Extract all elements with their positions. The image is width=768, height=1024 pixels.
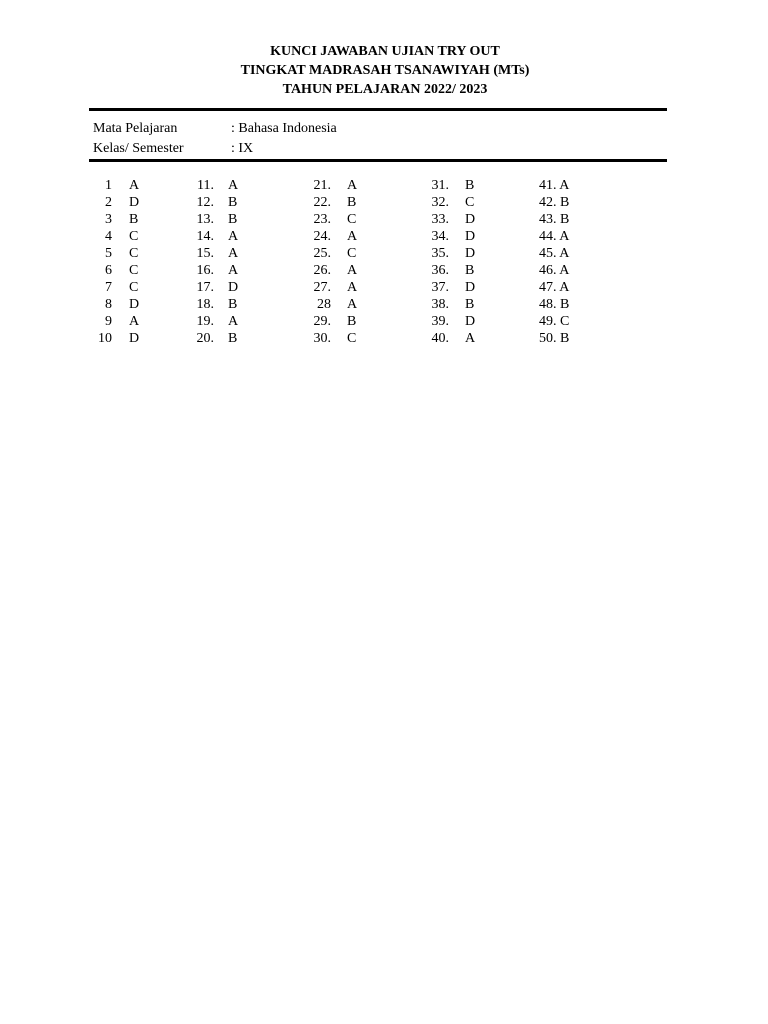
answer-letter: C (465, 195, 475, 210)
answer-entry: 41. A (539, 178, 570, 193)
answer-letter: A (228, 246, 239, 261)
answer-letter: C (347, 212, 357, 227)
answer-entry: 48. B (539, 297, 570, 312)
question-number: 38. (431, 297, 449, 312)
question-number: 11. (197, 178, 214, 193)
answer-letter: A (228, 178, 239, 193)
subject-row (93, 120, 337, 138)
answer-letter: B (347, 314, 357, 329)
question-number: 29. (313, 314, 331, 329)
document-title (0, 42, 768, 99)
answer-letter: A (228, 314, 239, 329)
answer-letter: D (129, 331, 140, 346)
question-number: 21. (313, 178, 331, 193)
answer-letter: A (347, 280, 358, 295)
question-number: 13. (196, 212, 214, 227)
answer-letter: A (228, 229, 239, 244)
answer-entry: 49. C (539, 314, 570, 329)
question-number: 19. (196, 314, 214, 329)
answer-entry: 50. B (539, 331, 570, 346)
title-line-1: KUNCI JAWABAN UJIAN TRY OUT (270, 44, 500, 59)
answer-letter: C (347, 246, 357, 261)
title-line-2: TINGKAT MADRASAH TSANAWIYAH (MTs) (240, 63, 530, 78)
answer-letter: A (228, 263, 239, 278)
answer-letter: D (129, 195, 140, 210)
question-number: 9 (105, 314, 112, 329)
answer-letter: B (347, 195, 357, 210)
question-number: 34. (431, 229, 449, 244)
answer-letter: C (129, 280, 139, 295)
title-line-3: TAHUN PELAJARAN 2022/ 2023 (282, 82, 488, 97)
question-number: 16. (196, 263, 214, 278)
answer-letter: A (465, 331, 476, 346)
question-number: 20. (196, 331, 214, 346)
answer-letter: A (347, 229, 358, 244)
question-number: 4 (105, 229, 112, 244)
answer-letter: D (465, 229, 476, 244)
question-number: 6 (105, 263, 112, 278)
question-number: 18. (196, 297, 214, 312)
question-number: 25. (313, 246, 331, 261)
answer-letter: B (465, 263, 475, 278)
question-number: 33. (431, 212, 449, 227)
question-number: 2 (105, 195, 112, 210)
answer-letter: D (228, 280, 239, 295)
answer-letter: B (465, 178, 475, 193)
answer-letter: B (228, 297, 238, 312)
answer-letter: C (347, 331, 357, 346)
answer-letter: A (347, 178, 358, 193)
question-number: 27. (313, 280, 331, 295)
subject-label: Mata Pelajaran (93, 121, 178, 136)
question-number: 36. (431, 263, 449, 278)
answer-letter: C (129, 246, 139, 261)
answer-letter: B (228, 331, 238, 346)
answer-letter: C (129, 229, 139, 244)
answer-letter: B (228, 212, 238, 227)
question-number: 24. (313, 229, 331, 244)
answer-letter: A (347, 297, 358, 312)
question-number: 3 (105, 212, 112, 227)
question-number: 17. (196, 280, 214, 295)
class-row (93, 140, 253, 158)
answer-letter: B (228, 195, 238, 210)
answer-letter: D (129, 297, 140, 312)
answer-letter: C (129, 263, 139, 278)
class-value: : IX (231, 141, 254, 156)
question-number: 10 (98, 331, 112, 346)
answer-grid (0, 177, 768, 349)
question-number: 39. (431, 314, 449, 329)
class-label: Kelas/ Semester (93, 141, 184, 156)
answer-letter: A (347, 263, 358, 278)
answer-entry: 46. A (539, 263, 570, 278)
question-number: 5 (105, 246, 112, 261)
question-number: 32. (431, 195, 449, 210)
question-number: 15. (196, 246, 214, 261)
answer-entry: 47. A (539, 280, 570, 295)
question-number: 26. (313, 263, 331, 278)
answer-entry: 43. B (539, 212, 570, 227)
question-number: 8 (105, 297, 112, 312)
answer-letter: B (129, 212, 139, 227)
question-number: 31. (431, 178, 449, 193)
top-divider (89, 108, 667, 111)
question-number: 14. (196, 229, 214, 244)
answer-letter: D (465, 246, 476, 261)
bottom-divider (89, 159, 667, 162)
answer-letter: D (465, 280, 476, 295)
question-number: 7 (105, 280, 112, 295)
answer-entry: 45. A (539, 246, 570, 261)
answer-letter: B (465, 297, 475, 312)
answer-entry: 44. A (539, 229, 570, 244)
question-number: 22. (313, 195, 331, 210)
question-number: 37. (431, 280, 449, 295)
answer-letter: A (129, 178, 140, 193)
question-number: 28 (317, 297, 331, 312)
question-number: 1 (105, 178, 112, 193)
question-number: 40. (431, 331, 449, 346)
question-number: 30. (313, 331, 331, 346)
question-number: 12. (196, 195, 214, 210)
answer-letter: A (129, 314, 140, 329)
answer-letter: D (465, 212, 476, 227)
answer-entry: 42. B (539, 195, 570, 210)
question-number: 35. (431, 246, 449, 261)
answer-letter: D (465, 314, 476, 329)
subject-value: : Bahasa Indonesia (231, 121, 337, 136)
question-number: 23. (313, 212, 331, 227)
